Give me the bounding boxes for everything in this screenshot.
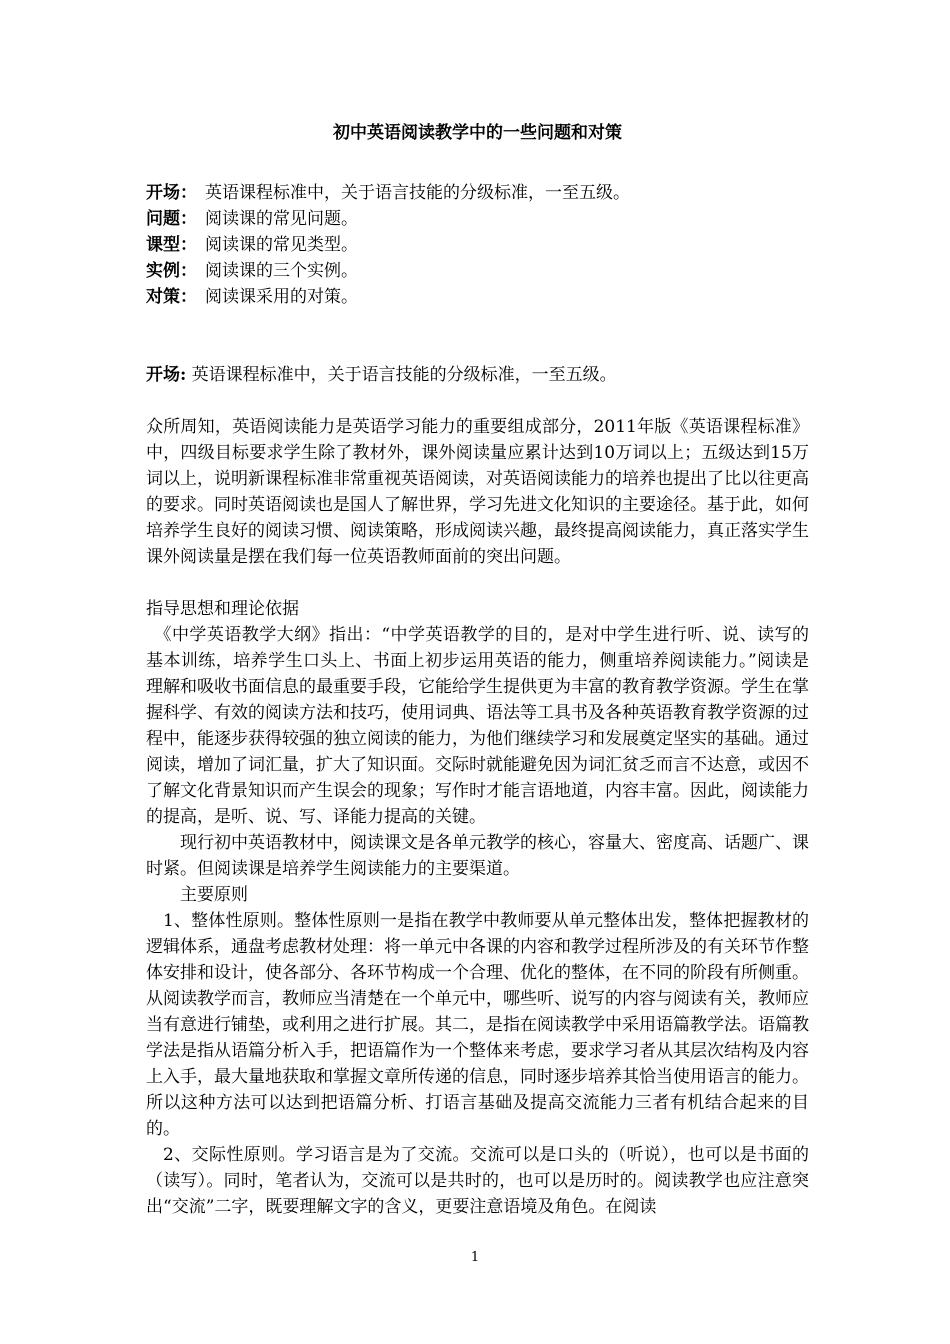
- outline-item: [146, 206, 809, 232]
- outline-text: 阅读课采用的对策。: [205, 287, 358, 307]
- outline-item: [146, 284, 809, 310]
- outline-item: [146, 258, 809, 284]
- spacer: [146, 388, 809, 414]
- outline-label: 问题：: [146, 209, 197, 229]
- outline-item: [146, 232, 809, 258]
- paragraph-principle-2: 2、交际性原则。学习语言是为了交流。交流可以是口头的（听说），也可以是书面的（读写）。同时，笔者认为，交流可以是共时的，也可以是历时的。阅读教学也应注意突出“交流”二字，既要理解文字的含义，更要注意语境及角色。在阅读: [146, 1145, 809, 1217]
- paragraph-syllabus: 《中学英语教学大纲》指出：“中学英语教学的目的，是对中学生进行听、说、读写的基本训练，培养学生口头上、书面上初步运用英语的能力，侧重培养阅读能力。”阅读是理解和吸收书面信息的最重要手段，它能给学生提供更为丰富的教育教学资源。学生在掌握科学、有效的阅读方法和技巧，使用词典、语法等工具书及各种英语教育教学资源的过程中，能逐步获得较强的独立阅读的能力，为他们继续学习和发展奠定坚实的基础。通过阅读，增加了词汇量，扩大了知识面。交际时就能避免因为词汇贫乏而言不达意，或因不了解文化背景知识而产生误会的现象；写作时才能言语地道，内容丰富。因此，阅读能力的提高，是听、说、写、译能力提高的关键。: [146, 625, 809, 827]
- outline-label: 开场：: [146, 183, 197, 203]
- paragraph-overview: 众所周知，英语阅读能力是英语学习能力的重要组成部分，2011年版《英语课程标准》中，四级目标要求学生除了教材外，课外阅读量应累计达到10万词以上；五级达到15万词以上，说明新课程标准非常重视英语阅读，对英语阅读能力的培养也提出了比以往更高的要求。同时英语阅读也是国人了解世界，学习先进文化知识的主要途径。基于此，如何培养学生良好的阅读习惯、阅读策略，形成阅读兴趣，最终提高阅读能力，真正落实学生课外阅读量是摆在我们每一位英语教师面前的突出问题。: [146, 417, 809, 567]
- paragraph-principle-1: 1、整体性原则。整体性原则一是指在教学中教师要从单元整体出发，整体把握教材的逻辑体系，通盘考虑教材处理：将一单元中各课的内容和教学过程所涉及的有关环节作整体安排和设计，使各部分、各环节构成一个合理、优化的整体，在不同的阶段有所侧重。从阅读教学而言，教师应当清楚在一个单元中，哪些听、说写的内容与阅读有关，教师应当有意进行铺垫，或利用之进行扩展。其二，是指在阅读教学中采用语篇教学法。语篇教学法是指从语篇分析入手，把语篇作为一个整体来考虑，要求学习者从其层次结构及内容上入手，最大量地获取和掌握文章所传递的信息，同时逐步培养其恰当使用语言的能力。所以这种方法可以达到把语篇分析、打语言基础及提高交流能力三者有机结合起来的目的。: [146, 911, 809, 1139]
- outline-item: [146, 180, 809, 206]
- outline-text: 阅读课的三个实例。: [205, 261, 358, 281]
- outline-text: 英语课程标准中，关于语言技能的分级标准，一至五级。: [205, 183, 630, 203]
- outline-list: [146, 180, 809, 310]
- outline-text: 阅读课的常见问题。: [205, 209, 358, 229]
- outline-label: 课型：: [146, 235, 197, 255]
- outline-label: 实例：: [146, 261, 197, 281]
- paragraph-textbook: 现行初中英语教材中，阅读课文是各单元教学的核心，容量大、密度高、话题广、课时紧。但阅读课是培养学生阅读能力的主要渠道。: [146, 833, 809, 879]
- page-number: 1: [470, 1250, 480, 1265]
- section-intro-label: 开场:: [146, 365, 187, 385]
- document-body: [146, 120, 809, 1220]
- outline-text: 阅读课的常见类型。: [205, 235, 358, 255]
- heading-guide: 指导思想和理论依据: [146, 599, 299, 619]
- spacer: [146, 310, 809, 362]
- section-intro: [146, 362, 809, 388]
- document-title: 初中英语阅读教学中的一些问题和对策: [333, 123, 622, 143]
- heading-principles: 主要原则: [180, 885, 248, 905]
- spacer: [146, 570, 809, 596]
- outline-label: 对策：: [146, 287, 197, 307]
- section-intro-text: 英语课程标准中，关于语言技能的分级标准，一至五级。: [186, 365, 617, 385]
